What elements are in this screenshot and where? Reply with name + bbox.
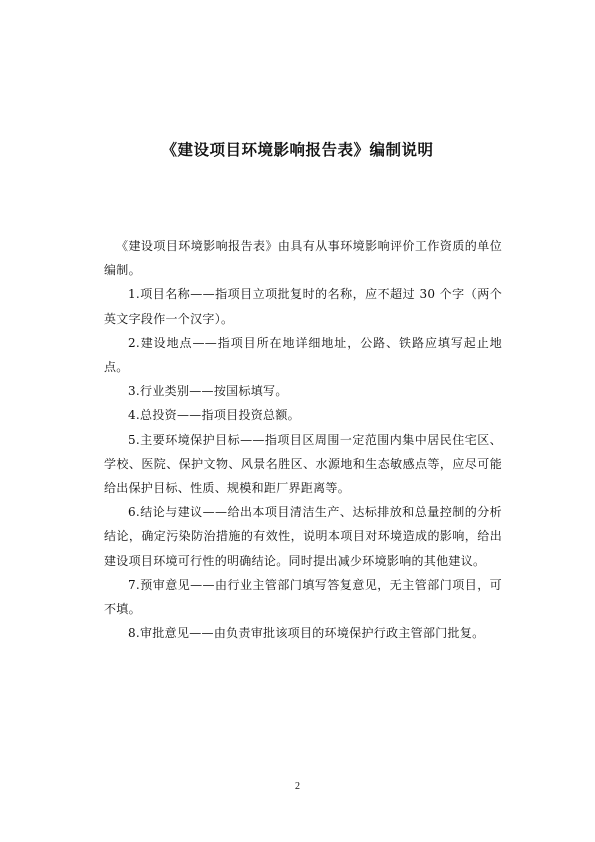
item-industry-category: 3.行业类别——按国标填写。 — [128, 384, 288, 399]
instructions-body — [104, 234, 502, 645]
item-protection-targets: 5.主要环境保护目标——指项目区周围一定范围内集中居民住宅区、学校、医院、保护文物、风景名胜区、水源地和生态敏感点等，应尽可能给出保护目标、性质、规模和距厂界距离等。 — [104, 432, 502, 496]
item-conclusions: 6.结论与建议——给出本项目清洁生产、达标排放和总量控制的分析结论，确定污染防治措施的有效性，说明本项目对环境造成的影响，给出建设项目环境可行性的明确结论。同时提出减少环境影响的其他建议。 — [104, 505, 502, 568]
intro-paragraph: 《建设项目环境影响报告表》由具有从事环境影响评价工作资质的单位编制。 — [104, 239, 502, 278]
item-total-investment: 4.总投资——指项目投资总额。 — [128, 408, 300, 423]
item-approval-opinion: 8.审批意见——由负责审批该项目的环境保护行政主管部门批复。 — [128, 626, 485, 641]
item-construction-site: 2.建设地点——指项目所在地详细地址，公路、铁路应填写起止地点。 — [104, 335, 502, 375]
item-project-name: 1.项目名称——指项目立项批复时的名称，应不超过 30 个字（两个英文字段作一个汉字）。 — [104, 287, 502, 326]
item-preliminary-review: 7.预审意见——由行业主管部门填写答复意见，无主管部门项目，可不填。 — [104, 577, 502, 617]
page-number: 2 — [295, 781, 300, 792]
page-title: 《建设项目环境影响报告表》编制说明 — [161, 140, 434, 159]
